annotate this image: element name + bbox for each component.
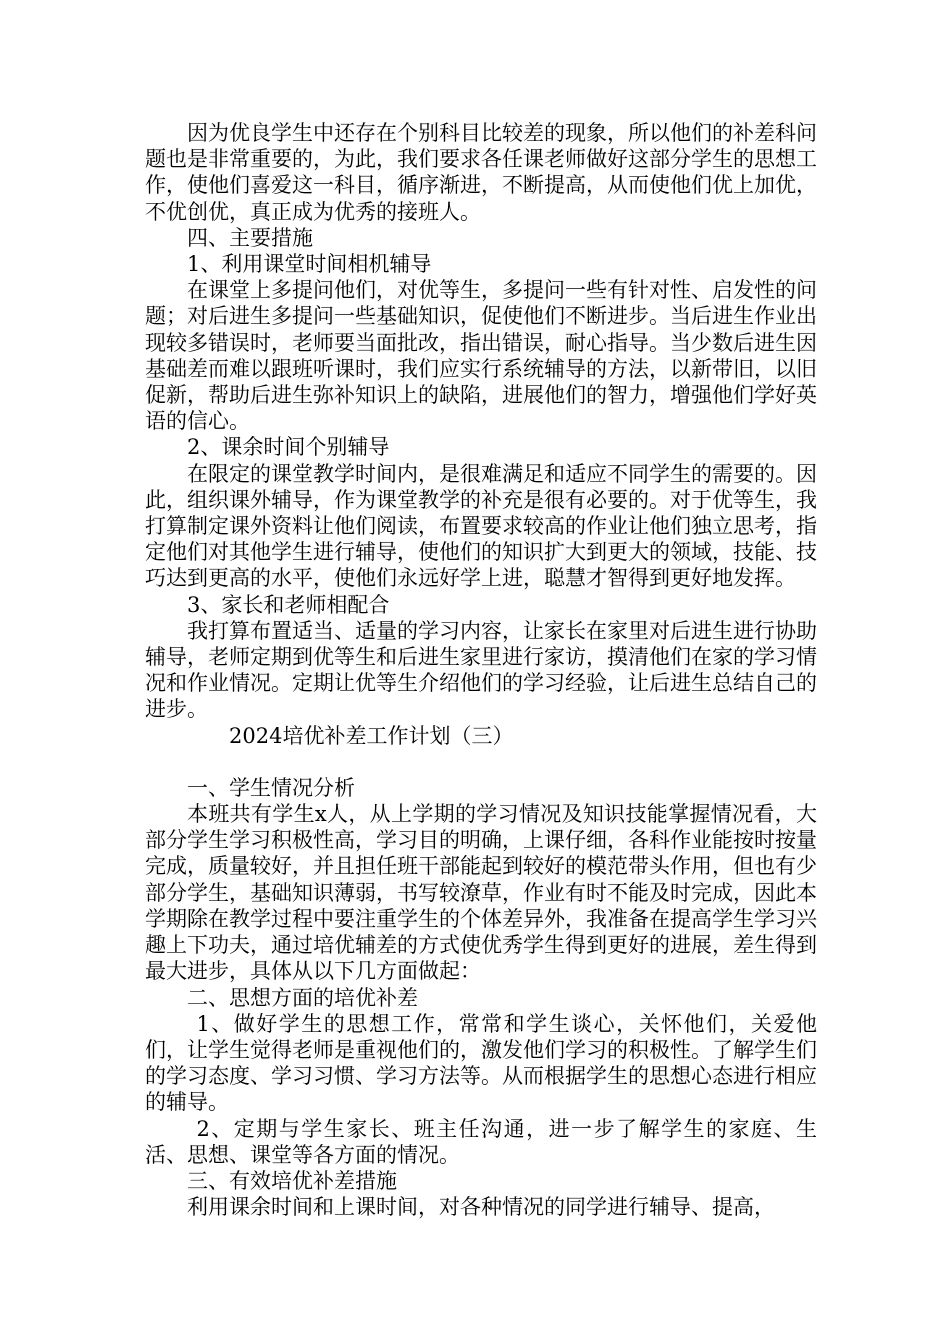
paragraph-gifted-weak-subjects: 因为优良学生中还存在个别科目比较差的现象，所以他们的补差科问题也是非常重要的，为此，我们要求各任课老师做好这部分学生的思想工作，使他们喜爱这一科目，循序渐进，不断提高，从而使他们优上加优，不优创优，真正成为优秀的接班人。 [145, 121, 817, 224]
document-page [145, 120, 817, 1220]
section-heading-main-measures: 四、主要措施 [187, 225, 313, 250]
subheading-parent-teacher-cooperation: 3、家长和老师相配合 [187, 592, 390, 617]
paragraph-ideological-1: 1、做好学生的思想工作，常常和学生谈心，关怀他们，关爱他们，让学生觉得老师是重视他们的，激发他们学习的积极性。了解学生们的学习态度、学习习惯、学习方法等。从而根据学生的思想心态进行相应的辅导。 [145, 1011, 817, 1115]
document-title: 2024培优补差工作计划（三） [229, 723, 514, 748]
section-heading-student-analysis: 一、学生情况分析 [187, 775, 355, 800]
paragraph-effective-measures: 利用课余时间和上课时间，对各种情况的同学进行辅导、提高， [187, 1195, 775, 1220]
paragraph-student-analysis: 本班共有学生x人，从上学期的学习情况及知识技能掌握情况看，大部分学生学习积极性高，学习目的明确，上课仔细，各科作业能按时按量完成，质量较好，并且担任班干部能起到较好的模范带头作用，但也有少部分学生，基础知识薄弱，书写较潦草，作业有时不能及时完成，因此本学期除在教学过程中要注重学生的个体差异外，我准备在提高学生学习兴趣上下功夫，通过培优辅差的方式使优秀学生得到更好的进展，差生得到最大进步，具体从以下几方面做起： [145, 802, 817, 984]
paragraph-after-class-tutoring: 在限定的课堂教学时间内，是很难满足和适应不同学生的需要的。因此，组织课外辅导，作为课堂教学的补充是很有必要的。对于优等生，我打算制定课外资料让他们阅读，布置要求较高的作业让他们独立思考，指定他们对其他学生进行辅导，使他们的知识扩大到更大的领域，技能、技巧达到更高的水平，使他们永远好学上进，聪慧才智得到更好地发挥。 [145, 461, 817, 591]
paragraph-ideological-2: 2、定期与学生家长、班主任沟通，进一步了解学生的家庭、生活、思想、课堂等各方面的情况。 [145, 1116, 817, 1167]
section-heading-ideological: 二、思想方面的培优补差 [187, 985, 418, 1010]
subheading-after-class-tutoring: 2、课余时间个别辅导 [187, 435, 390, 460]
subheading-classroom-tutoring: 1、利用课堂时间相机辅导 [187, 252, 432, 277]
paragraph-classroom-tutoring: 在课堂上多提问他们，对优等生，多提问一些有针对性、启发性的问题；对后进生多提问一些基础知识，促使他们不断进步。当后进生作业出现较多错误时，老师要当面批改，指出错误，耐心指导。当少数后进生因基础差而难以跟班听课时，我们应实行系统辅导的方法，以新带旧，以旧促新，帮助后进生弥补知识上的缺陷，进展他们的智力，增强他们学好英语的信心。 [145, 278, 817, 434]
paragraph-parent-teacher-cooperation: 我打算布置适当、适量的学习内容，让家长在家里对后进生进行协助辅导，老师定期到优等生和后进生家里进行家访，摸清他们在家的学习情况和作业情况。定期让优等生介绍他们的学习经验，让后进生总结自己的进步。 [145, 618, 817, 722]
section-heading-effective-measures: 三、有效培优补差措施 [187, 1168, 397, 1193]
